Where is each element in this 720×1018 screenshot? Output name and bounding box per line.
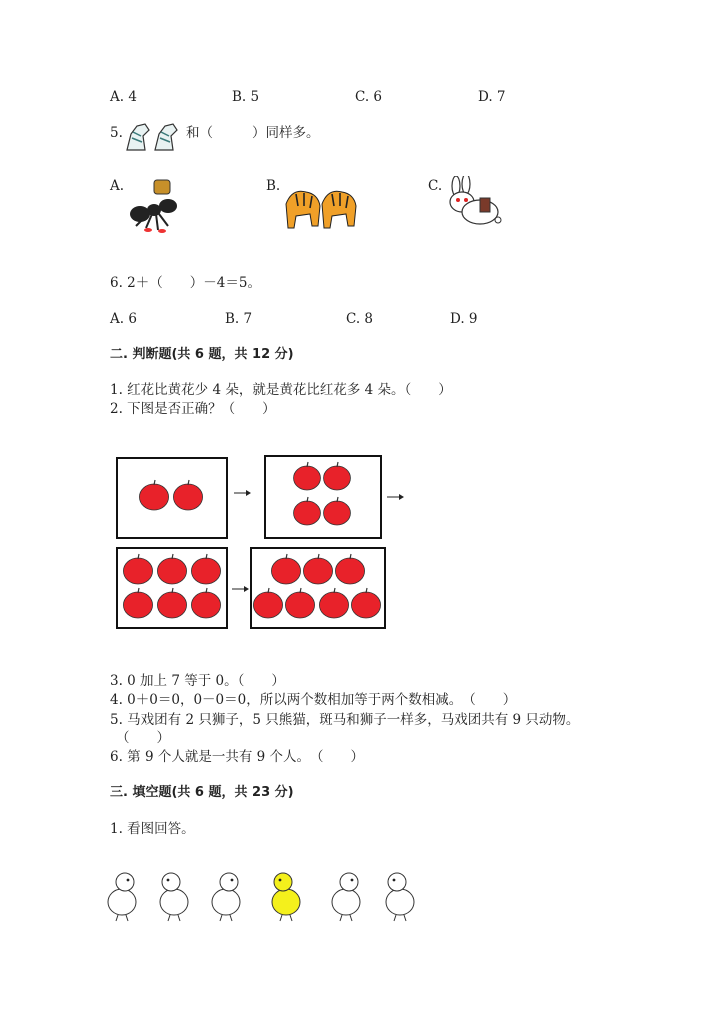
q4-option-b[interactable]: B. 5 — [232, 89, 260, 105]
ant-picture — [128, 176, 186, 234]
apple-icon — [123, 588, 152, 618]
chicks-picture — [104, 866, 434, 926]
apple-icon — [285, 588, 314, 618]
chick-icon — [272, 873, 300, 921]
apple-icon — [324, 462, 351, 490]
q6-option-c[interactable]: C. 8 — [346, 311, 374, 327]
apple-icon — [191, 588, 220, 618]
apple-icon — [139, 480, 168, 510]
apple-icon — [324, 497, 351, 525]
apple-icon — [351, 588, 380, 618]
apple-icon — [271, 554, 300, 584]
apples-4 — [266, 457, 380, 537]
apple-icon — [294, 462, 321, 490]
apple-icon — [191, 554, 220, 584]
chick-icon — [212, 873, 240, 921]
q6-text: 6. 2＋（ ）－4＝5。 — [110, 275, 261, 291]
apple-box-7 — [250, 547, 386, 629]
q4-option-a[interactable]: A. 4 — [110, 89, 137, 105]
section2-item-3: 3. 0 加上 7 等于 0。（ ） — [110, 673, 285, 689]
section3-heading: 三. 填空题(共 6 题，共 23 分) — [110, 785, 294, 800]
apple-icon — [253, 588, 282, 618]
tigers-picture — [282, 180, 362, 234]
apple-icon — [335, 554, 364, 584]
chick-icon — [160, 873, 188, 921]
apples-7 — [252, 549, 384, 627]
arrow-2 — [387, 493, 405, 501]
q6-option-b[interactable]: B. 7 — [225, 311, 253, 327]
apple-icon — [123, 554, 152, 584]
chick-icon — [332, 873, 360, 921]
chicks-row — [104, 866, 434, 926]
rabbit-picture — [444, 176, 506, 232]
section2-item-6: 6. 第 9 个人就是一共有 9 个人。 （ ） — [110, 749, 365, 765]
apple-icon — [319, 588, 348, 618]
section2-item-5-blank: （ ） — [116, 730, 170, 746]
q5-option-a[interactable]: A. — [110, 178, 125, 194]
section2-item-2: 2. 下图是否正确？（ ） — [110, 401, 276, 417]
q5-mid-text: 和（ — [186, 125, 213, 141]
arrow-1 — [234, 489, 252, 497]
apple-icon — [157, 554, 186, 584]
apple-box-4 — [264, 455, 382, 539]
q6-option-a[interactable]: A. 6 — [110, 311, 137, 327]
section3-item-1: 1. 看图回答。 — [110, 821, 195, 837]
apple-icon — [173, 480, 202, 510]
section2-item-1: 1. 红花比黄花少 4 朵，就是黄花比红花多 4 朵。（ ） — [110, 382, 452, 398]
zebra-picture — [123, 120, 185, 156]
q5-option-c[interactable]: C. — [428, 178, 443, 194]
arrow-3 — [232, 585, 250, 593]
q5-end-text: ）同样多。 — [252, 125, 320, 141]
apple-icon — [303, 554, 332, 584]
apple-icon — [294, 497, 321, 525]
chick-icon — [386, 873, 414, 921]
chick-icon — [108, 873, 136, 921]
q5-number: 5. — [110, 125, 123, 141]
apple-icon — [157, 588, 186, 618]
apple-box-6 — [116, 547, 228, 629]
q6-option-d[interactable]: D. 9 — [450, 311, 478, 327]
section2-item-4: 4. 0＋0＝0，0－0＝0，所以两个数相加等于两个数相减。 （ ） — [110, 692, 517, 708]
section2-item-5: 5. 马戏团有 2 只狮子，5 只熊猫，斑马和狮子一样多，马戏团共有 9 只动物。 — [110, 712, 580, 728]
apples-2 — [118, 459, 226, 537]
apples-6 — [118, 549, 226, 627]
apple-box-2 — [116, 457, 228, 539]
q4-option-c[interactable]: C. 6 — [355, 89, 383, 105]
q4-option-d[interactable]: D. 7 — [478, 89, 506, 105]
q5-option-b[interactable]: B. — [266, 178, 281, 194]
section2-heading: 二. 判断题(共 6 题，共 12 分) — [110, 347, 294, 362]
